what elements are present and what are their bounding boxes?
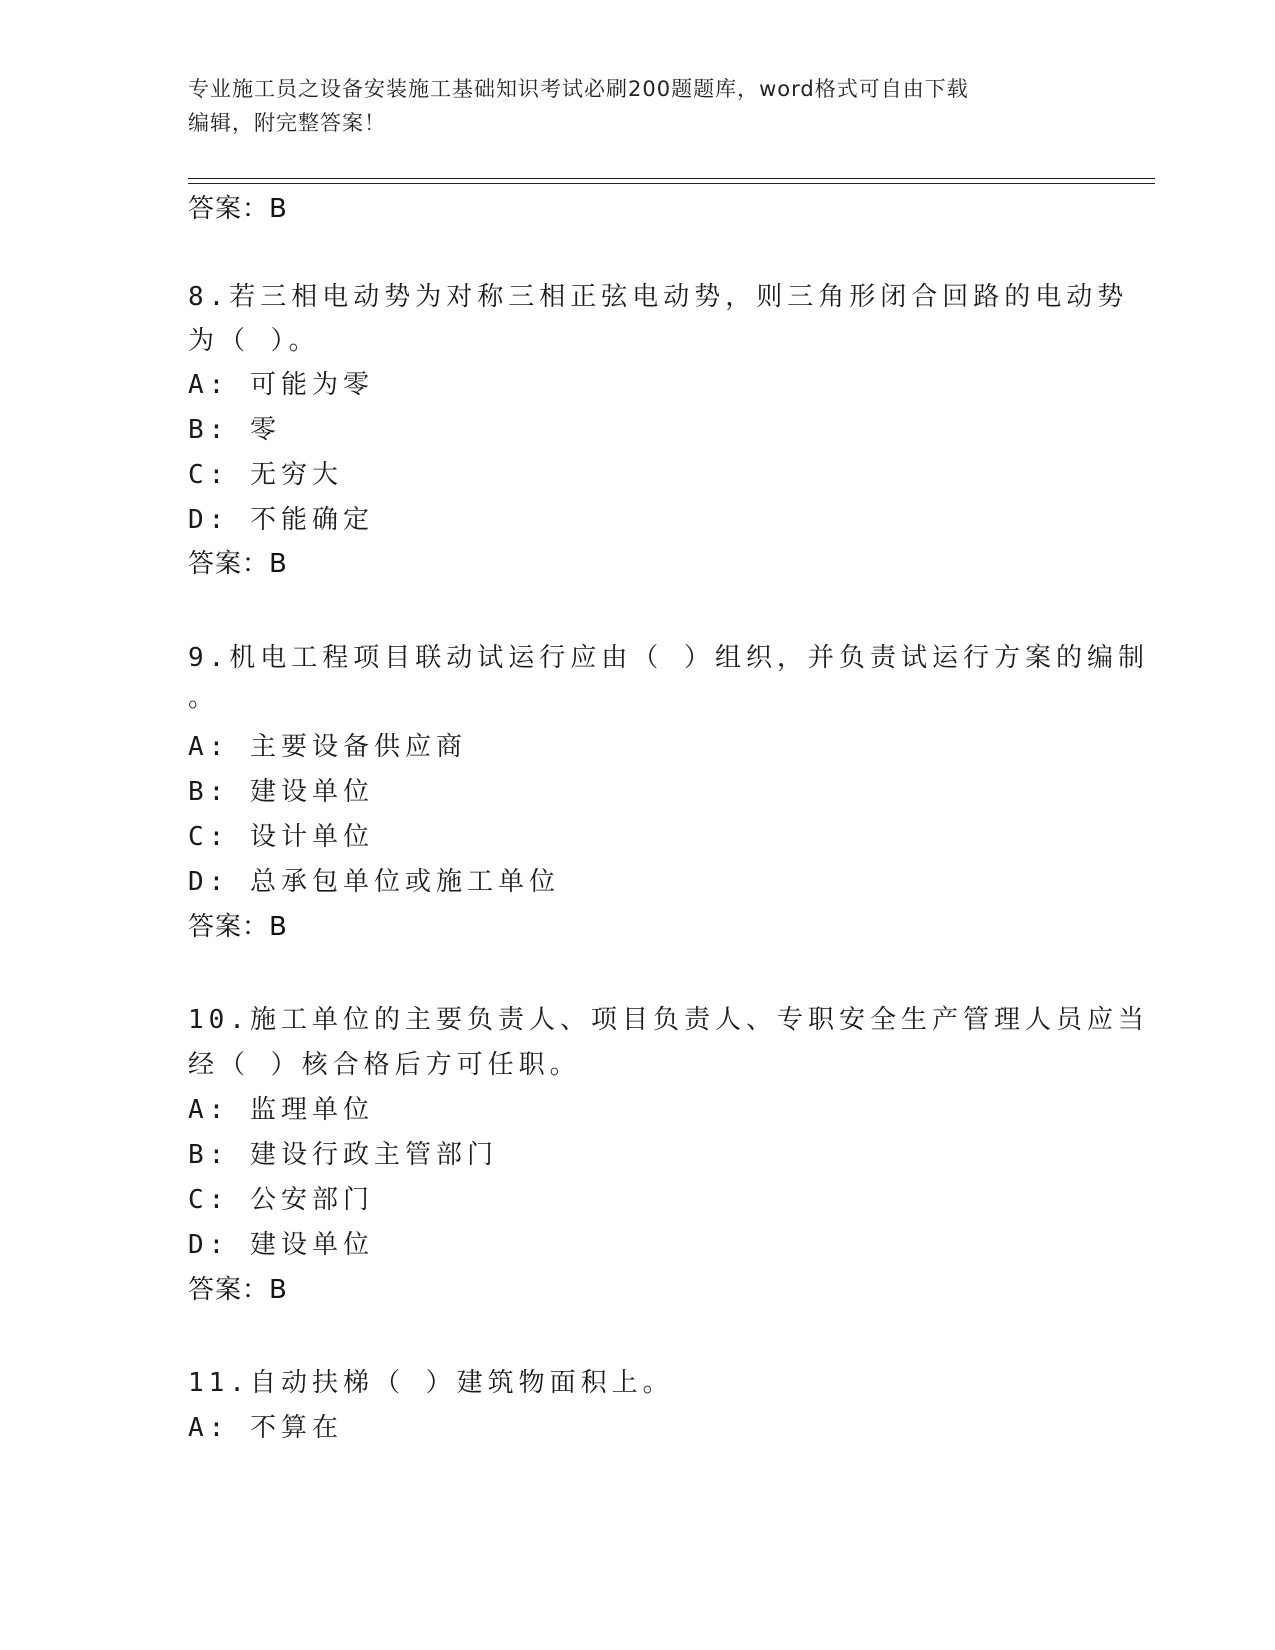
question-11-stem-line-1: 11.自动扶梯（ ）建筑物面积上。 [188, 1368, 674, 1398]
question-9-stem-line-2: 。 [188, 683, 220, 713]
question-10-option-c: C: 公安部门 [188, 1185, 374, 1215]
answer-previous: 答案：B [188, 194, 288, 224]
question-8-option-d: D: 不能确定 [188, 505, 374, 535]
question-8-answer: 答案：B [188, 549, 288, 579]
question-9-stem-line-1: 9.机电工程项目联动试运行应由（ ）组织，并负责试运行方案的编制 [188, 643, 1149, 673]
question-8-stem-line-2: 为（ ）。 [188, 326, 320, 356]
question-9-option-c: C: 设计单位 [188, 822, 374, 852]
question-10-answer: 答案：B [188, 1275, 288, 1305]
question-9-option-b: B: 建设单位 [188, 777, 374, 807]
document-header [188, 72, 1068, 140]
question-10-stem-line-1: 10.施工单位的主要负责人、项目负责人、专职安全生产管理人员应当 [188, 1005, 1149, 1035]
question-8-option-b: B: 零 [188, 415, 281, 445]
question-10-option-a: A: 监理单位 [188, 1095, 374, 1125]
header-title-line-1: 专业施工员之设备安装施工基础知识考试必刷200题题库，word格式可自由下载 [188, 77, 969, 101]
header-divider-top [188, 178, 1155, 179]
question-8-option-c: C: 无穷大 [188, 460, 343, 490]
question-10-stem-line-2: 经（ ）核合格后方可任职。 [188, 1050, 581, 1080]
question-9-option-a: A: 主要设备供应商 [188, 732, 467, 762]
question-10-option-d: D: 建设单位 [188, 1230, 374, 1260]
question-11-option-a: A: 不算在 [188, 1413, 343, 1443]
question-9-answer: 答案：B [188, 912, 288, 942]
question-8-stem-line-1: 8.若三相电动势为对称三相正弦电动势，则三角形闭合回路的电动势 [188, 282, 1129, 312]
header-divider-bottom [188, 183, 1155, 184]
question-9-option-d: D: 总承包单位或施工单位 [188, 867, 560, 897]
question-10-option-b: B: 建设行政主管部门 [188, 1140, 498, 1170]
question-8-option-a: A: 可能为零 [188, 370, 374, 400]
header-title-line-2: 编辑，附完整答案！ [188, 111, 386, 135]
